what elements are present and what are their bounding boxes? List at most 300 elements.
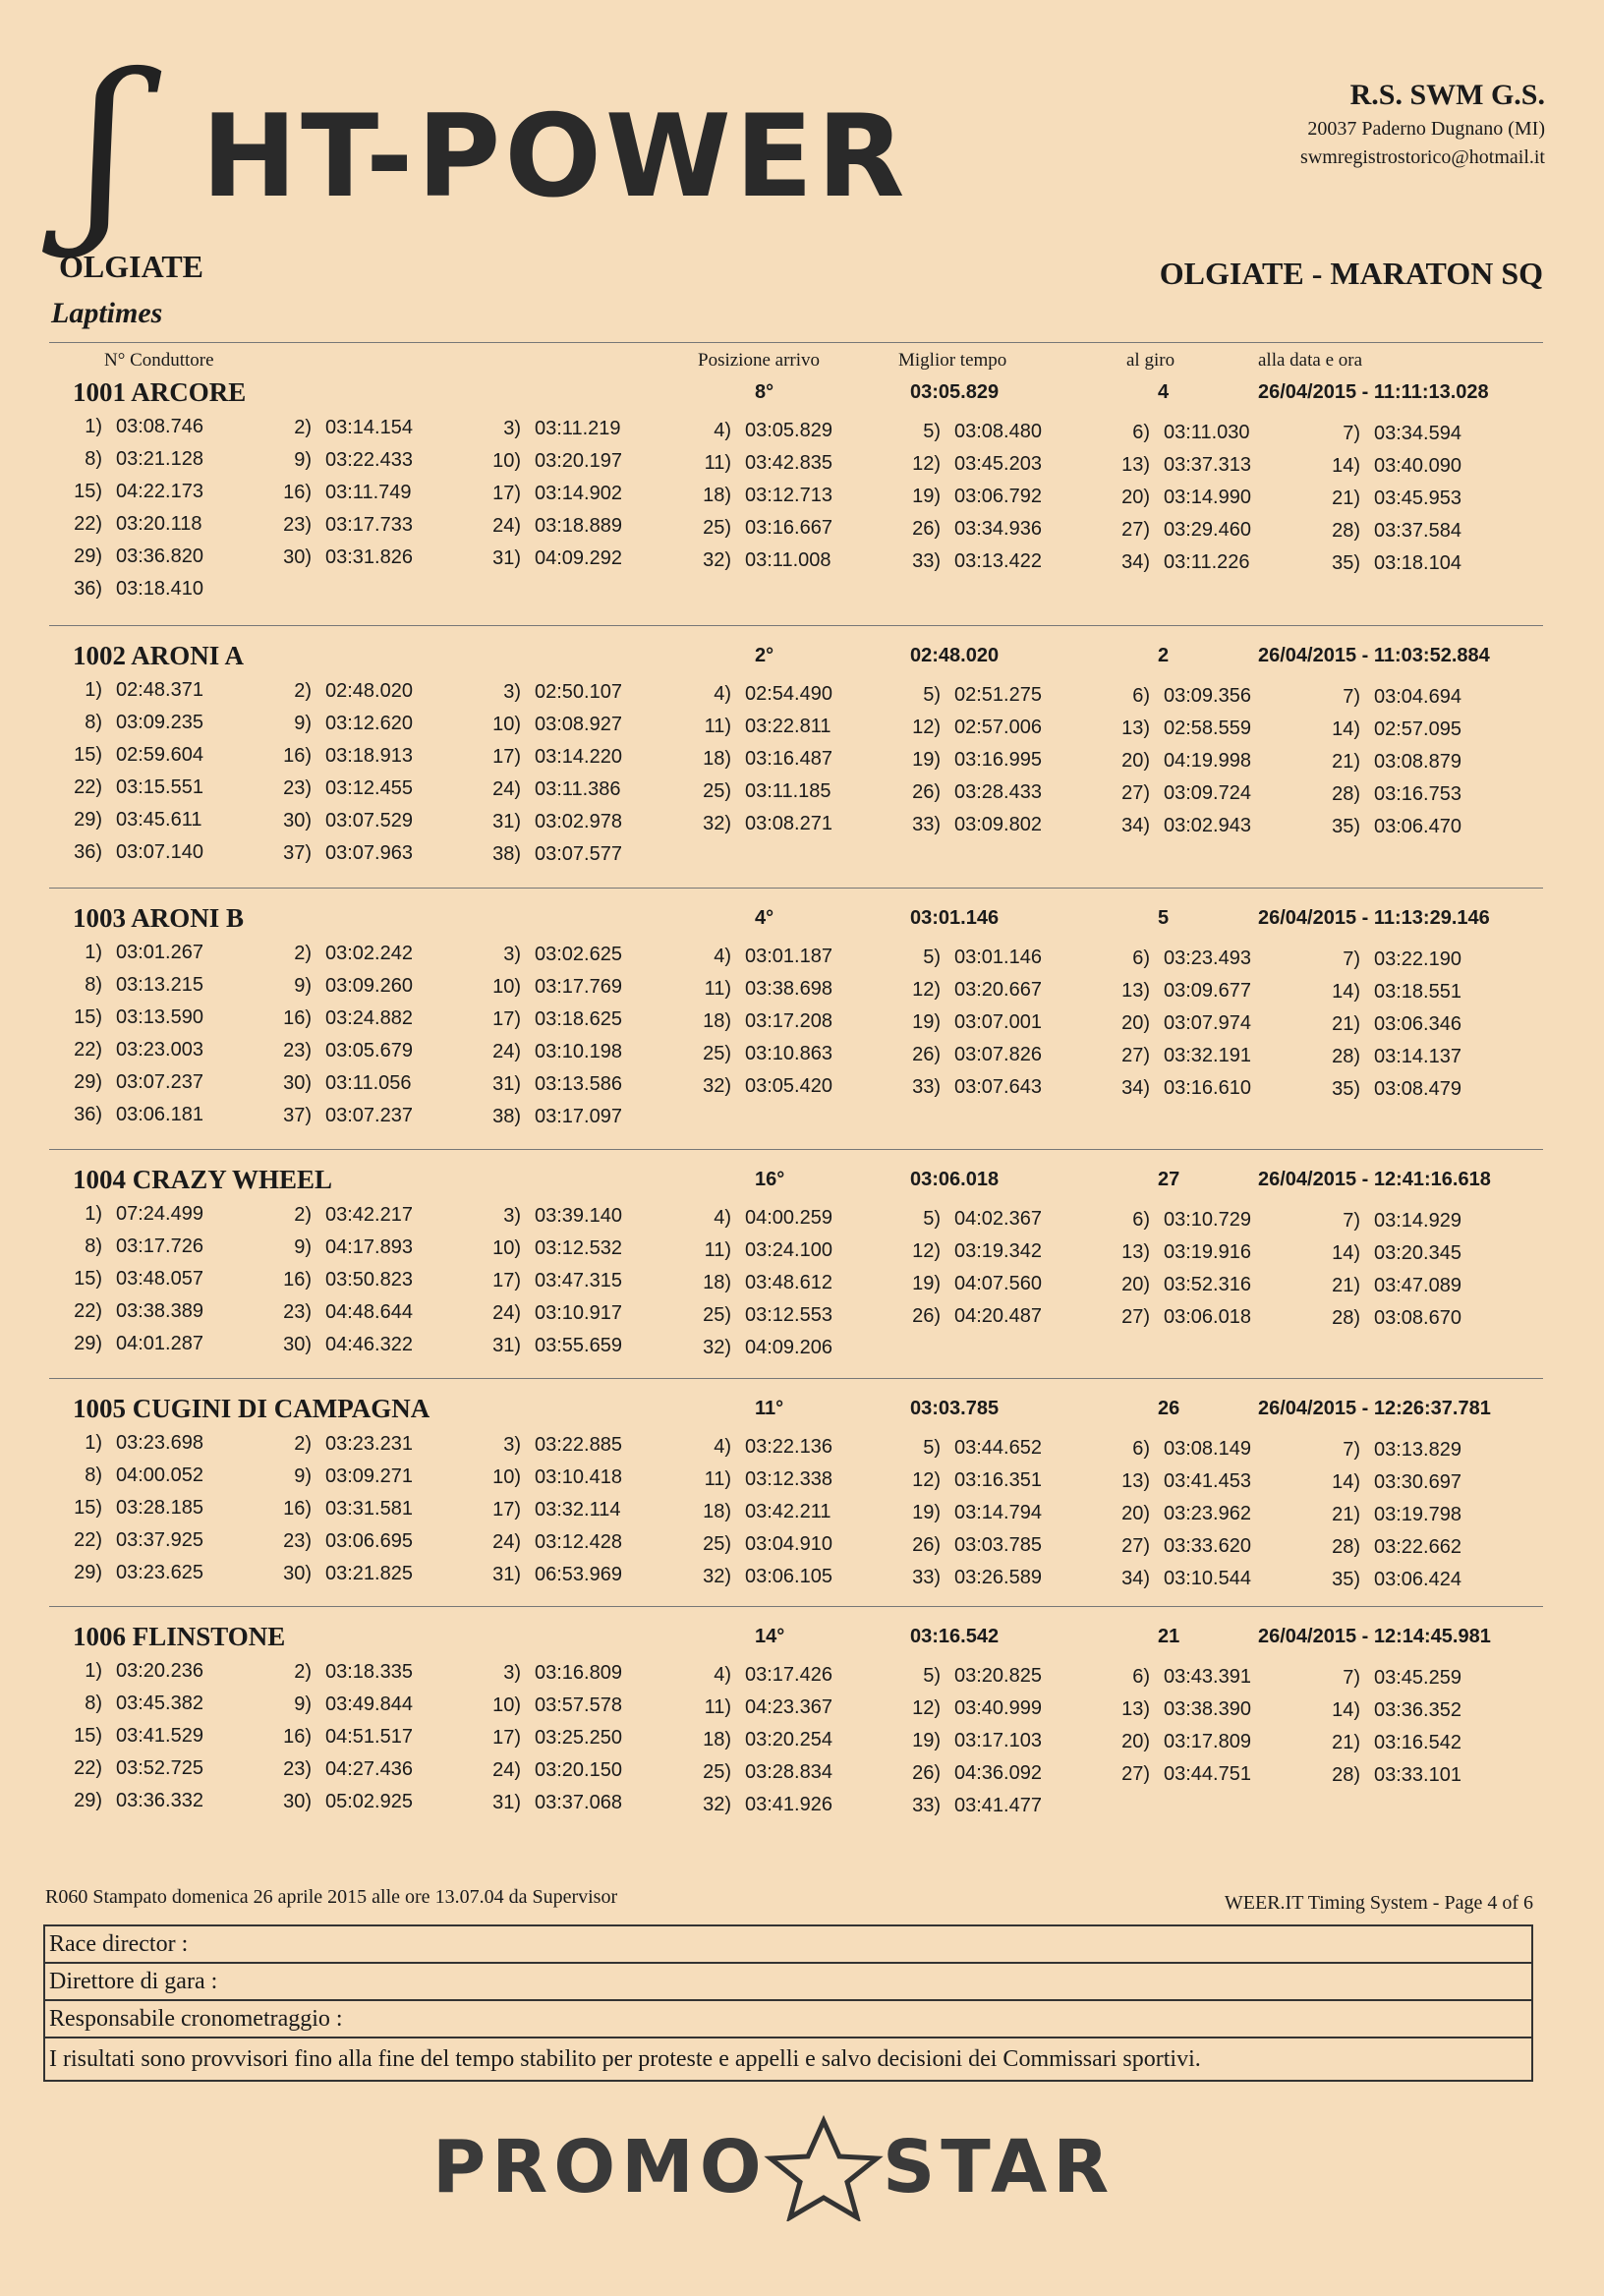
column-header-best: Miglior tempo bbox=[898, 350, 1007, 371]
lap-time: 03:06.470 bbox=[1374, 816, 1461, 838]
lap-time: 03:13.829 bbox=[1374, 1439, 1461, 1462]
lap-number: 31) bbox=[492, 1564, 521, 1586]
lap-time: 03:17.103 bbox=[954, 1729, 1042, 1751]
event-title: OLGIATE - MARATON SQ bbox=[1159, 256, 1543, 291]
lap-number: 9) bbox=[294, 1465, 312, 1488]
lap-number: 14) bbox=[1332, 1471, 1360, 1494]
lap-number: 28) bbox=[1332, 783, 1360, 806]
lap-number: 25) bbox=[703, 1042, 731, 1064]
lap-time: 03:07.237 bbox=[116, 1071, 203, 1093]
driver-header bbox=[59, 1390, 1533, 1427]
lap-time: 03:57.578 bbox=[535, 1694, 622, 1717]
lap-time: 03:30.697 bbox=[1374, 1471, 1461, 1494]
lap-number: 4) bbox=[714, 945, 731, 967]
driver-name: 1004 CRAZY WHEEL bbox=[73, 1165, 333, 1194]
lap-time: 03:20.118 bbox=[116, 513, 202, 535]
lap-number: 11) bbox=[704, 715, 731, 737]
lap-number: 20) bbox=[1121, 750, 1150, 772]
column-header-driver: N° Conduttore bbox=[104, 350, 214, 371]
best-time: 02:48.020 bbox=[910, 645, 1000, 666]
lap-time: 04:07.560 bbox=[954, 1272, 1042, 1294]
lap-number: 35) bbox=[1332, 1078, 1360, 1101]
timing-system-info: WEER.IT Timing System - Page 4 of 6 bbox=[1224, 1892, 1533, 1914]
lap-time: 03:23.962 bbox=[1164, 1503, 1251, 1524]
lap-number: 1) bbox=[85, 942, 102, 963]
lap-time: 03:07.237 bbox=[325, 1105, 413, 1127]
lap-time: 03:11.386 bbox=[535, 778, 621, 801]
lap-number: 11) bbox=[704, 977, 731, 1000]
driver-block bbox=[59, 1390, 1533, 1589]
lap-number: 2) bbox=[294, 417, 312, 439]
best-lap-datetime: 26/04/2015 - 11:13:29.146 bbox=[1258, 907, 1490, 929]
lap-time: 03:29.460 bbox=[1164, 519, 1251, 541]
lap-number: 29) bbox=[74, 1071, 102, 1093]
lap-time: 03:18.913 bbox=[325, 745, 413, 768]
lap-time: 03:45.382 bbox=[116, 1693, 203, 1714]
lap-time: 03:07.963 bbox=[325, 842, 413, 865]
lap-time: 03:42.211 bbox=[745, 1500, 831, 1522]
lap-number: 12) bbox=[912, 452, 941, 475]
lap-number: 35) bbox=[1332, 816, 1360, 838]
best-lap-datetime: 26/04/2015 - 12:14:45.981 bbox=[1258, 1626, 1491, 1647]
lap-number: 16) bbox=[283, 1007, 312, 1030]
lap-time: 04:17.893 bbox=[325, 1236, 413, 1259]
lap-time: 03:44.652 bbox=[954, 1436, 1042, 1459]
lap-time: 07:24.499 bbox=[116, 1203, 203, 1225]
lap-time: 03:16.351 bbox=[954, 1468, 1042, 1491]
lap-number: 10) bbox=[492, 1466, 521, 1489]
lap-time: 03:19.798 bbox=[1374, 1504, 1461, 1526]
lap-time: 04:22.173 bbox=[116, 481, 203, 502]
lap-time: 03:08.746 bbox=[116, 416, 203, 437]
lap-number: 8) bbox=[85, 1693, 102, 1714]
lap-time: 03:01.187 bbox=[745, 945, 832, 967]
lap-time: 03:43.391 bbox=[1164, 1666, 1251, 1688]
lap-time: 03:17.809 bbox=[1164, 1731, 1251, 1752]
lap-number: 13) bbox=[1121, 718, 1150, 739]
lap-time: 03:48.057 bbox=[116, 1268, 203, 1290]
header-divider bbox=[49, 342, 1543, 343]
lap-number: 29) bbox=[74, 1790, 102, 1811]
lap-time: 04:51.517 bbox=[325, 1726, 413, 1749]
lap-time: 03:23.698 bbox=[116, 1432, 203, 1454]
lap-time: 03:22.662 bbox=[1374, 1536, 1461, 1559]
organizer-name: R.S. SWM G.S. bbox=[1349, 79, 1545, 111]
lap-number: 25) bbox=[703, 779, 731, 802]
organizer-email: swmregistrostorico@hotmail.it bbox=[1300, 146, 1545, 168]
driver-header bbox=[59, 899, 1533, 937]
lap-time: 06:53.969 bbox=[535, 1564, 622, 1586]
clerk-of-course-row: Direttore di gara : bbox=[45, 1964, 1531, 2001]
lap-time: 03:09.724 bbox=[1164, 782, 1251, 804]
lap-time: 03:02.242 bbox=[325, 943, 413, 965]
lap-time: 03:25.250 bbox=[535, 1727, 622, 1750]
lap-time: 04:27.436 bbox=[325, 1758, 413, 1781]
lap-number: 3) bbox=[503, 1205, 521, 1228]
lap-number: 1) bbox=[85, 679, 102, 701]
lap-time: 03:07.974 bbox=[1164, 1012, 1251, 1034]
lap-time: 03:10.729 bbox=[1164, 1209, 1251, 1231]
lap-time: 03:32.191 bbox=[1164, 1045, 1251, 1066]
lap-time: 03:33.101 bbox=[1374, 1764, 1461, 1787]
lap-time: 03:16.610 bbox=[1164, 1077, 1251, 1099]
lap-time: 03:16.995 bbox=[954, 748, 1042, 771]
lap-number: 11) bbox=[704, 1695, 731, 1718]
lap-time: 03:10.198 bbox=[535, 1041, 622, 1063]
lap-number: 28) bbox=[1332, 1536, 1360, 1559]
lap-number: 7) bbox=[1343, 686, 1360, 709]
lap-time: 03:36.820 bbox=[116, 545, 203, 567]
lap-time: 03:11.185 bbox=[745, 779, 831, 802]
lap-number: 1) bbox=[85, 1432, 102, 1454]
lap-number: 26) bbox=[912, 1304, 941, 1327]
lap-number: 10) bbox=[492, 1237, 521, 1260]
lap-time: 03:19.916 bbox=[1164, 1241, 1251, 1263]
lap-time: 03:12.338 bbox=[745, 1467, 832, 1490]
lap-number: 23) bbox=[283, 1301, 312, 1324]
sht-power-logo bbox=[39, 29, 924, 261]
lap-time: 03:23.231 bbox=[325, 1433, 413, 1456]
lap-time: 04:01.287 bbox=[116, 1333, 203, 1354]
lap-number: 32) bbox=[703, 1565, 731, 1587]
lap-number: 14) bbox=[1332, 718, 1360, 741]
lap-number: 20) bbox=[1121, 1731, 1150, 1752]
lap-time: 03:14.137 bbox=[1374, 1046, 1461, 1068]
lap-time: 03:47.315 bbox=[535, 1270, 622, 1292]
lap-number: 28) bbox=[1332, 520, 1360, 543]
lap-time: 03:22.811 bbox=[745, 715, 831, 737]
lap-time: 03:07.140 bbox=[116, 841, 203, 863]
driver-header bbox=[59, 1161, 1533, 1198]
lap-time: 03:14.902 bbox=[535, 483, 622, 505]
finish-position: 2° bbox=[755, 645, 774, 666]
lap-number: 16) bbox=[283, 1269, 312, 1292]
lap-number: 34) bbox=[1121, 551, 1150, 573]
lap-number: 3) bbox=[503, 1662, 521, 1685]
lap-number: 26) bbox=[912, 780, 941, 803]
lap-number: 19) bbox=[912, 1501, 941, 1523]
lap-number: 19) bbox=[912, 1010, 941, 1033]
lap-number: 23) bbox=[283, 777, 312, 800]
lap-number: 6) bbox=[1132, 1666, 1150, 1688]
lap-time: 03:40.090 bbox=[1374, 455, 1461, 478]
lap-number: 36) bbox=[74, 1104, 102, 1125]
lap-number: 32) bbox=[703, 812, 731, 834]
lap-number: 8) bbox=[85, 1235, 102, 1257]
lap-time: 03:12.455 bbox=[325, 777, 413, 800]
lap-number: 20) bbox=[1121, 1012, 1150, 1034]
lap-number: 25) bbox=[703, 1303, 731, 1326]
lap-number: 37) bbox=[283, 842, 312, 865]
best-time: 03:16.542 bbox=[910, 1626, 1000, 1647]
lap-time: 03:06.346 bbox=[1374, 1013, 1461, 1036]
lap-number: 4) bbox=[714, 682, 731, 705]
lap-number: 4) bbox=[714, 1206, 731, 1229]
lap-number: 29) bbox=[74, 809, 102, 831]
page-subtitle: Laptimes bbox=[51, 297, 163, 329]
lap-number: 30) bbox=[283, 810, 312, 832]
logo-s-glyph: ʃ bbox=[79, 32, 133, 261]
lap-number: 2) bbox=[294, 1661, 312, 1684]
driver-block bbox=[59, 1618, 1533, 1817]
lap-time: 03:20.825 bbox=[954, 1664, 1042, 1687]
lap-time: 03:18.889 bbox=[535, 515, 622, 538]
lap-time: 03:06.695 bbox=[325, 1530, 413, 1553]
finish-position: 8° bbox=[755, 381, 774, 403]
lap-time: 03:02.943 bbox=[1164, 815, 1251, 836]
lap-time: 03:50.823 bbox=[325, 1269, 413, 1292]
lap-number: 34) bbox=[1121, 1077, 1150, 1099]
lap-time: 02:48.020 bbox=[325, 680, 413, 703]
lap-number: 24) bbox=[492, 778, 521, 801]
lap-number: 27) bbox=[1121, 519, 1150, 541]
organizer-address: 20037 Paderno Dugnano (MI) bbox=[1307, 118, 1545, 140]
lap-number: 28) bbox=[1332, 1764, 1360, 1787]
lap-number: 12) bbox=[912, 1696, 941, 1719]
lap-number: 34) bbox=[1121, 1568, 1150, 1589]
lap-number: 2) bbox=[294, 1204, 312, 1227]
lap-number: 33) bbox=[912, 1566, 941, 1588]
column-header-datetime: alla data e ora bbox=[1258, 350, 1363, 371]
best-lap-number: 4 bbox=[1158, 381, 1170, 403]
lap-number: 18) bbox=[703, 484, 731, 506]
lap-number: 12) bbox=[912, 978, 941, 1001]
finish-position: 16° bbox=[755, 1169, 785, 1190]
lap-number: 13) bbox=[1121, 980, 1150, 1002]
best-lap-datetime: 26/04/2015 - 11:03:52.884 bbox=[1258, 645, 1490, 666]
lap-time: 04:36.092 bbox=[954, 1761, 1042, 1784]
lap-time: 03:42.217 bbox=[325, 1204, 413, 1227]
lap-time: 03:17.097 bbox=[535, 1106, 622, 1128]
lap-time: 03:45.203 bbox=[954, 452, 1042, 475]
lap-number: 18) bbox=[703, 1728, 731, 1751]
svg-text:PROMO: PROMO bbox=[432, 2125, 768, 2210]
lap-number: 31) bbox=[492, 1792, 521, 1814]
lap-time: 04:09.206 bbox=[745, 1336, 832, 1358]
lap-number: 30) bbox=[283, 1791, 312, 1813]
lap-time: 03:07.643 bbox=[954, 1075, 1042, 1098]
lap-number: 12) bbox=[912, 1468, 941, 1491]
lap-time: 04:20.487 bbox=[954, 1304, 1042, 1327]
lap-time: 03:06.792 bbox=[954, 485, 1042, 507]
lap-time: 02:57.006 bbox=[954, 716, 1042, 738]
lap-number: 16) bbox=[283, 482, 312, 504]
lap-time: 03:07.001 bbox=[954, 1010, 1042, 1033]
lap-number: 16) bbox=[283, 1498, 312, 1521]
lap-time: 03:10.863 bbox=[745, 1042, 832, 1064]
lap-time: 03:28.433 bbox=[954, 780, 1042, 803]
lap-number: 8) bbox=[85, 712, 102, 733]
lap-time: 03:09.260 bbox=[325, 975, 413, 998]
lap-number: 5) bbox=[923, 1436, 941, 1459]
lap-time: 03:14.929 bbox=[1374, 1210, 1461, 1233]
lap-time: 03:24.882 bbox=[325, 1007, 413, 1030]
lap-time: 03:13.215 bbox=[116, 974, 203, 996]
lap-time: 03:14.220 bbox=[535, 746, 622, 769]
lap-number: 14) bbox=[1332, 455, 1360, 478]
lap-time: 03:13.590 bbox=[116, 1006, 203, 1028]
lap-time: 03:17.733 bbox=[325, 514, 413, 537]
lap-time: 03:20.236 bbox=[116, 1660, 203, 1682]
lap-time: 03:11.749 bbox=[325, 482, 412, 504]
lap-number: 13) bbox=[1121, 1698, 1150, 1720]
lap-number: 21) bbox=[1332, 1275, 1360, 1297]
lap-time: 03:07.529 bbox=[325, 810, 413, 832]
lap-number: 32) bbox=[703, 548, 731, 571]
lap-time: 03:32.114 bbox=[535, 1499, 621, 1521]
lap-time: 03:23.625 bbox=[116, 1562, 203, 1583]
lap-time: 03:02.625 bbox=[535, 944, 622, 966]
lap-time: 03:09.235 bbox=[116, 712, 203, 733]
lap-time: 03:07.826 bbox=[954, 1043, 1042, 1065]
lap-number: 1) bbox=[85, 1660, 102, 1682]
lap-number: 13) bbox=[1121, 1241, 1150, 1263]
lap-number: 35) bbox=[1332, 1569, 1360, 1591]
lap-time: 02:54.490 bbox=[745, 682, 832, 705]
lap-time: 03:49.844 bbox=[325, 1693, 413, 1716]
lap-number: 10) bbox=[492, 714, 521, 736]
lap-time: 03:21.128 bbox=[116, 448, 203, 470]
lap-number: 5) bbox=[923, 683, 941, 706]
logo-text: HT-POWER bbox=[201, 90, 909, 223]
lap-time: 03:16.809 bbox=[535, 1662, 622, 1685]
best-lap-number: 27 bbox=[1158, 1169, 1180, 1190]
lap-number: 23) bbox=[283, 1758, 312, 1781]
lap-time: 04:48.644 bbox=[325, 1301, 413, 1324]
signature-box bbox=[43, 1924, 1533, 2082]
lap-time: 03:11.008 bbox=[745, 548, 831, 571]
best-lap-number: 26 bbox=[1158, 1398, 1180, 1419]
lap-time: 03:22.136 bbox=[745, 1435, 832, 1458]
lap-time: 03:08.271 bbox=[745, 812, 832, 834]
lap-time: 03:05.420 bbox=[745, 1074, 832, 1097]
driver-name: 1003 ARONI B bbox=[73, 903, 245, 933]
lap-number: 17) bbox=[492, 1270, 521, 1292]
lap-number: 2) bbox=[294, 943, 312, 965]
organizer-info bbox=[1300, 79, 1545, 169]
lap-number: 27) bbox=[1121, 1306, 1150, 1328]
lap-number: 1) bbox=[85, 1203, 102, 1225]
lap-number: 12) bbox=[912, 1239, 941, 1262]
lap-number: 32) bbox=[703, 1074, 731, 1097]
lap-time: 03:04.694 bbox=[1374, 686, 1461, 709]
lap-time: 03:31.581 bbox=[325, 1498, 413, 1521]
lap-number: 7) bbox=[1343, 1667, 1360, 1690]
lap-number: 11) bbox=[704, 1238, 731, 1261]
lap-time: 03:28.834 bbox=[745, 1760, 832, 1783]
lap-time: 03:45.953 bbox=[1374, 488, 1461, 510]
lap-number: 23) bbox=[283, 514, 312, 537]
lap-time: 03:21.825 bbox=[325, 1563, 413, 1585]
lap-number: 14) bbox=[1332, 1242, 1360, 1265]
lap-time: 03:16.487 bbox=[745, 747, 832, 770]
lap-number: 30) bbox=[283, 1563, 312, 1585]
lap-number: 30) bbox=[283, 546, 312, 569]
lap-time: 03:33.620 bbox=[1164, 1535, 1251, 1557]
lap-number: 11) bbox=[704, 451, 731, 474]
lap-time: 03:24.100 bbox=[745, 1238, 832, 1261]
lap-time: 03:45.611 bbox=[116, 809, 202, 831]
lap-number: 18) bbox=[703, 1500, 731, 1522]
lap-time: 03:08.670 bbox=[1374, 1307, 1461, 1330]
lap-time: 03:19.342 bbox=[954, 1239, 1042, 1262]
lap-number: 24) bbox=[492, 1531, 521, 1554]
disclaimer-row: I risultati sono provvisori fino alla fine del tempo stabilito per proteste e appelli e salvo decisioni dei Commissari sportivi. bbox=[49, 2046, 1201, 2072]
finish-position: 4° bbox=[755, 907, 774, 929]
lap-time: 03:42.835 bbox=[745, 451, 832, 474]
lap-number: 17) bbox=[492, 1499, 521, 1521]
lap-number: 14) bbox=[1332, 1699, 1360, 1722]
lap-number: 25) bbox=[703, 1532, 731, 1555]
lap-time: 03:09.356 bbox=[1164, 685, 1251, 707]
lap-number: 16) bbox=[283, 1726, 312, 1749]
lap-time: 03:39.140 bbox=[535, 1205, 622, 1228]
lap-time: 03:08.480 bbox=[954, 420, 1042, 442]
lap-number: 26) bbox=[912, 1761, 941, 1784]
best-lap-datetime: 26/04/2015 - 12:26:37.781 bbox=[1258, 1398, 1491, 1419]
lap-number: 7) bbox=[1343, 1210, 1360, 1233]
lap-number: 27) bbox=[1121, 1045, 1150, 1066]
lap-number: 2) bbox=[294, 680, 312, 703]
lap-time: 03:45.259 bbox=[1374, 1667, 1461, 1690]
lap-time: 03:20.150 bbox=[535, 1759, 622, 1782]
lap-grid bbox=[59, 674, 1533, 869]
lap-time: 03:05.829 bbox=[745, 419, 832, 441]
best-lap-number: 2 bbox=[1158, 645, 1170, 666]
lap-number: 19) bbox=[912, 1272, 941, 1294]
lap-time: 03:12.620 bbox=[325, 713, 413, 735]
lap-number: 3) bbox=[503, 418, 521, 440]
lap-number: 19) bbox=[912, 1729, 941, 1751]
lap-number: 21) bbox=[1332, 1013, 1360, 1036]
lap-time: 04:00.259 bbox=[745, 1206, 832, 1229]
column-header-position: Posizione arrivo bbox=[698, 350, 821, 371]
lap-time: 03:20.667 bbox=[954, 978, 1042, 1001]
lap-time: 03:10.418 bbox=[535, 1466, 622, 1489]
lap-time: 04:19.998 bbox=[1164, 750, 1251, 772]
best-lap-number: 5 bbox=[1158, 907, 1170, 929]
lap-number: 3) bbox=[503, 944, 521, 966]
lap-time: 03:06.018 bbox=[1164, 1306, 1251, 1328]
lap-time: 03:15.551 bbox=[116, 776, 203, 798]
lap-number: 4) bbox=[714, 419, 731, 441]
star-icon bbox=[771, 2121, 877, 2217]
best-time: 03:05.829 bbox=[910, 381, 1000, 403]
lap-time: 03:16.753 bbox=[1374, 783, 1461, 806]
lap-time: 03:37.068 bbox=[535, 1792, 622, 1814]
best-lap-number: 21 bbox=[1158, 1626, 1180, 1647]
lap-time: 04:46.322 bbox=[325, 1334, 413, 1356]
lap-time: 03:01.267 bbox=[116, 942, 203, 963]
lap-number: 22) bbox=[74, 1757, 102, 1779]
lap-time: 03:11.030 bbox=[1164, 422, 1250, 443]
promostar-logo-art bbox=[432, 2113, 1179, 2221]
lap-number: 10) bbox=[492, 976, 521, 999]
best-time: 03:06.018 bbox=[910, 1169, 1000, 1190]
lap-time: 03:10.544 bbox=[1164, 1568, 1251, 1589]
lap-time: 03:14.990 bbox=[1164, 487, 1251, 508]
best-lap-datetime: 26/04/2015 - 11:11:13.028 bbox=[1258, 381, 1489, 403]
lap-number: 3) bbox=[503, 1434, 521, 1457]
lap-number: 27) bbox=[1121, 1763, 1150, 1785]
lap-number: 9) bbox=[294, 449, 312, 472]
lap-time: 02:57.095 bbox=[1374, 718, 1461, 741]
lap-time: 03:08.149 bbox=[1164, 1438, 1251, 1460]
lap-number: 6) bbox=[1132, 685, 1150, 707]
lap-time: 03:28.185 bbox=[116, 1497, 203, 1519]
lap-number: 15) bbox=[74, 1497, 102, 1519]
driver-header bbox=[59, 1618, 1533, 1655]
